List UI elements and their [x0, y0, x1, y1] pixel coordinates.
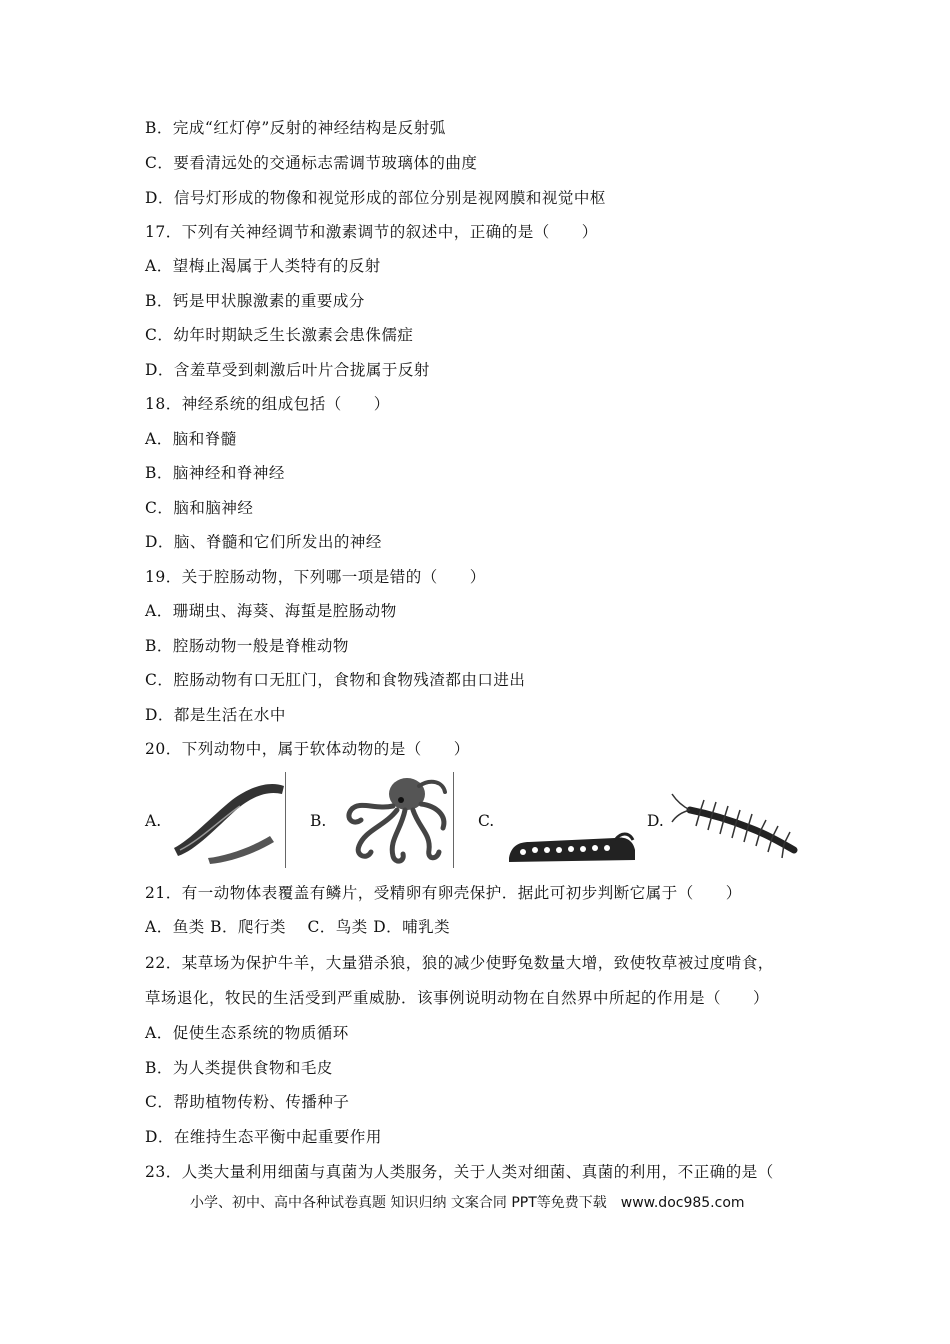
q18-option-c: C．脑和脑神经: [145, 499, 254, 517]
q16-option-b: B．完成“红灯停”反射的神经结构是反射弧: [145, 119, 446, 137]
q18-option-a: A．脑和脊髓: [145, 430, 237, 448]
q17-option-d: D．含羞草受到刺激后叶片合拢属于反射: [145, 361, 430, 379]
q20-image-options: [145, 770, 825, 870]
q22-option-d: D．在维持生态平衡中起重要作用: [145, 1128, 382, 1146]
q22-option-c: C．帮助植物传粉、传播种子: [145, 1093, 350, 1111]
q16-option-c: C．要看清远处的交通标志需调节玻璃体的曲度: [145, 154, 478, 172]
q16-option-d: D．信号灯形成的物像和视觉形成的部位分别是视网膜和视觉中枢: [145, 189, 606, 207]
q20-stem: 20．下列动物中，属于软体动物的是（ ）: [145, 740, 470, 758]
q17-option-b: B．钙是甲状腺激素的重要成分: [145, 292, 365, 310]
q22-stem-line2: 草场退化，牧民的生活受到严重威胁．该事例说明动物在自然界中所起的作用是（ ）: [145, 989, 770, 1007]
centipede-icon: [670, 770, 805, 870]
q20-option-a-label: A.: [145, 812, 162, 830]
q18-option-d: D．脑、脊髓和它们所发出的神经: [145, 533, 382, 551]
q23-stem: 23．人类大量利用细菌与真菌为人类服务，关于人类对细菌、真菌的利用，不正确的是（: [145, 1163, 774, 1181]
earthworm-icon: [170, 770, 290, 870]
q20-option-c-label: C.: [478, 812, 495, 830]
q17-stem: 17．下列有关神经调节和激素调节的叙述中，正确的是（ ）: [145, 223, 598, 241]
q19-stem: 19．关于腔肠动物，下列哪一项是错的（ ）: [145, 568, 486, 586]
caterpillar-icon: [505, 770, 640, 870]
q19-option-d: D．都是生活在水中: [145, 706, 286, 724]
q21-stem: 21．有一动物体表覆盖有鳞片，受精卵有卵壳保护．据此可初步判断它属于（ ）: [145, 884, 742, 902]
octopus-icon: [335, 770, 455, 870]
page-footer: 小学、初中、高中各种试卷真题 知识归纳 文案合同 PPT等免费下载 www.doc985.com: [190, 1195, 745, 1211]
q20-option-b-label: B.: [310, 812, 327, 830]
q19-option-c: C．腔肠动物有口无肛门，食物和食物残渣都由口进出: [145, 671, 526, 689]
q20-option-d-label: D.: [647, 812, 664, 830]
q17-option-c: C．幼年时期缺乏生长激素会患侏儒症: [145, 326, 414, 344]
q20-separator-2: [453, 772, 454, 868]
q19-option-b: B．腔肠动物一般是脊椎动物: [145, 637, 349, 655]
q17-option-a: A．望梅止渴属于人类特有的反射: [145, 257, 381, 275]
q22-option-b: B．为人类提供食物和毛皮: [145, 1059, 333, 1077]
q22-option-a: A．促使生态系统的物质循环: [145, 1024, 349, 1042]
q19-option-a: A．珊瑚虫、海葵、海蜇是腔肠动物: [145, 602, 397, 620]
q22-stem-line1: 22．某草场为保护牛羊，大量猎杀狼，狼的减少使野兔数量大增，致使牧草被过度啃食，: [145, 954, 774, 972]
q20-separator-1: [285, 772, 286, 868]
q21-options: A．鱼类 B．爬行类 C．鸟类 D．哺乳类: [145, 918, 451, 936]
q18-option-b: B．脑神经和脊神经: [145, 464, 285, 482]
q18-stem: 18．神经系统的组成包括（ ）: [145, 395, 390, 413]
